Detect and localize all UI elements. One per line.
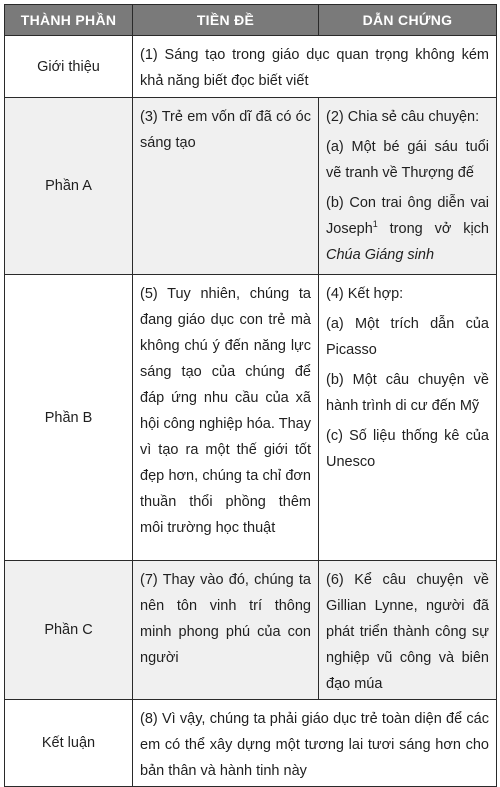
row-phan-b (5, 275, 497, 561)
speech-structure-table (4, 4, 497, 787)
row-label-phan-b: Phần B (5, 275, 133, 561)
evidence-a (319, 98, 497, 275)
evidence-b-intro: (4) Kết hợp: (326, 286, 404, 302)
row-label-ket-luan: Kết luận (5, 700, 133, 787)
footnote-marker: 1 (372, 219, 378, 230)
premise-b: (5) Tuy nhiên, chúng ta đang giáo dục con trẻ mà không chú ý đến năng lực sáng tạo của chúng để đáp ứng nhu cầu của xã hội công nghiệp hóa. Thay vì tạo ra một thế giới tốt đẹp hơn, chúng ta chỉ đơn thuần thổi phồng thêm môi trường học thuật (133, 275, 319, 561)
evidence-b-item-c: (c) Số liệu thống kê của Unesco (326, 428, 489, 470)
header-row (5, 5, 497, 36)
premise-a: (3) Trẻ em vốn dĩ đã có óc sáng tạo (133, 98, 319, 275)
play-title: Chúa Giáng sinh (326, 247, 435, 263)
evidence-b (319, 275, 497, 561)
row-phan-a (5, 98, 497, 275)
premise-c: (7) Thay vào đó, chúng ta nên tôn vinh trí thông minh phong phú của con người (133, 561, 319, 700)
evidence-a-item-b (326, 190, 489, 268)
evidence-a-item-b-mid: trong vở kịch (377, 221, 489, 237)
evidence-b-item-a: (a) Một trích dẫn của Picasso (326, 316, 489, 358)
evidence-c: (6) Kể câu chuyện về Gillian Lynne, người đã phát triển thành công sự nghiệp vũ công và biên đạo múa (319, 561, 497, 700)
header-thanh-phan: THÀNH PHẦN (5, 5, 133, 36)
row-label-phan-a: Phần A (5, 98, 133, 275)
row-gioi-thieu (5, 36, 497, 98)
row-ket-luan (5, 700, 497, 787)
row-label-phan-c: Phần C (5, 561, 133, 700)
intro-text: (1) Sáng tạo trong giáo dục quan trọng không kém khả năng biết đọc biết viết (133, 36, 497, 98)
header-dan-chung: DẪN CHỨNG (319, 5, 497, 36)
evidence-a-intro: (2) Chia sẻ câu chuyện: (326, 109, 480, 125)
evidence-a-item-a: (a) Một bé gái sáu tuổi vẽ tranh về Thượng đế (326, 139, 489, 181)
row-phan-c (5, 561, 497, 700)
conclusion-text: (8) Vì vậy, chúng ta phải giáo dục trẻ toàn diện để các em có thể xây dựng một tương lai tươi sáng hơn cho bản thân và hành tinh này (133, 700, 497, 787)
header-tien-de: TIỀN ĐỀ (133, 5, 319, 36)
evidence-a-item-b-text: (b) Con trai ông diễn vai Joseph (326, 195, 489, 237)
evidence-b-item-b: (b) Một câu chuyện về hành trình di cư đến Mỹ (326, 372, 489, 414)
row-label-gioi-thieu: Giới thiệu (5, 36, 133, 98)
